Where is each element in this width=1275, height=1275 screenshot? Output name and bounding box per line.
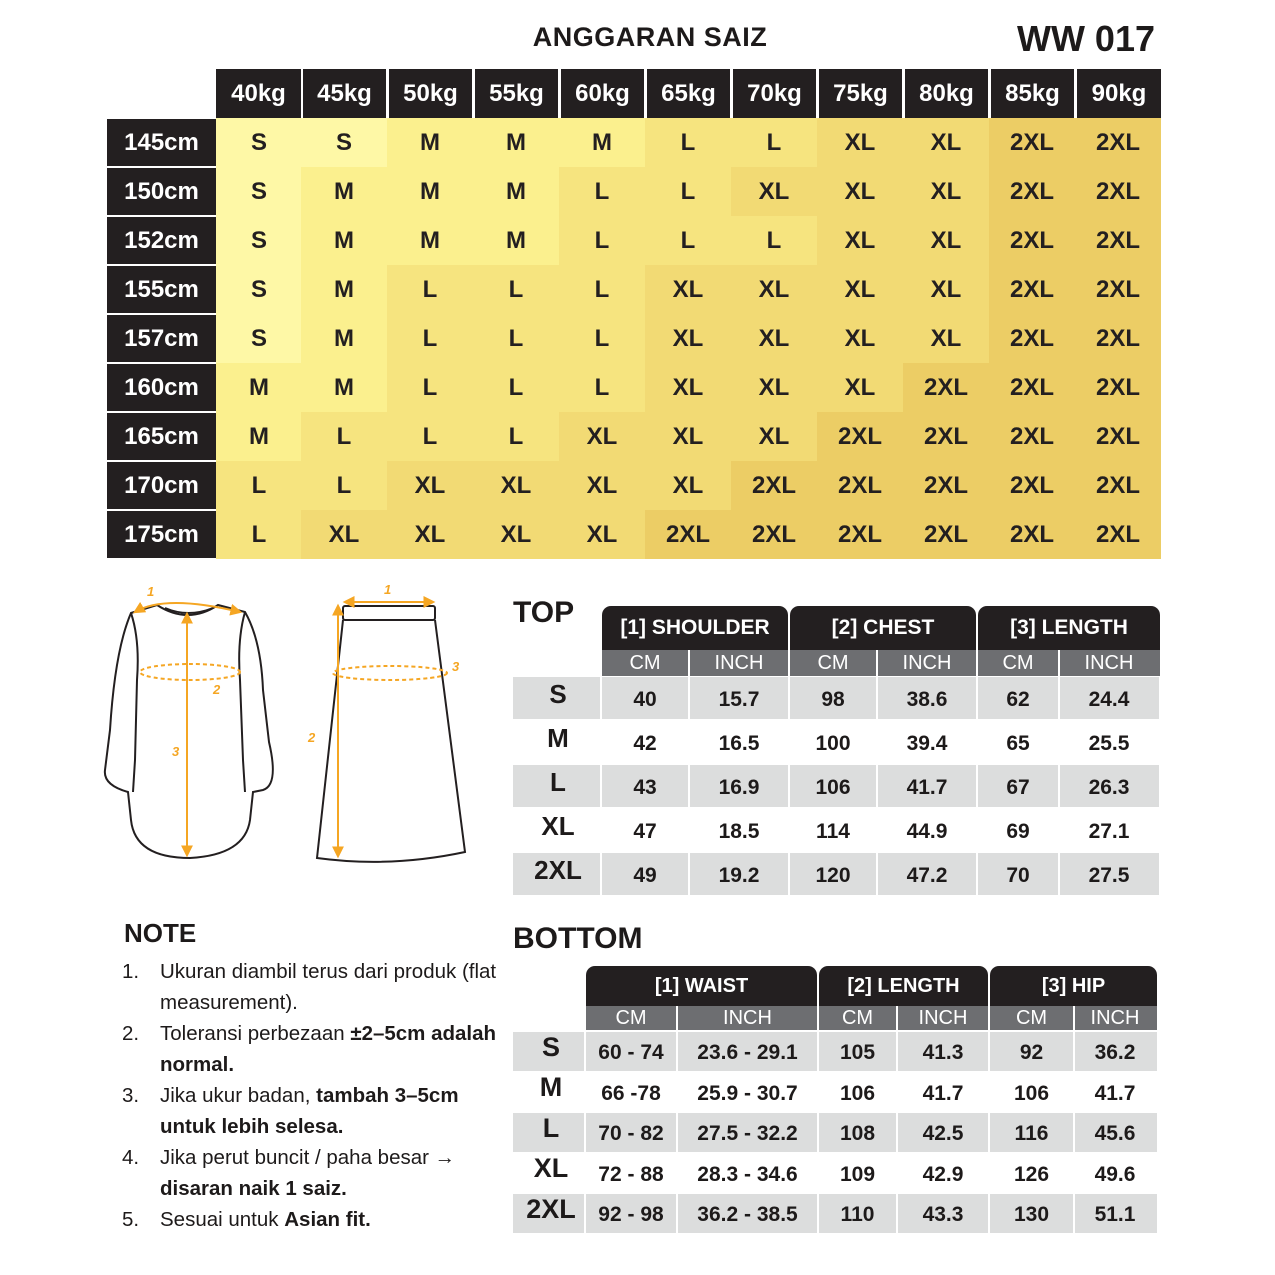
note-text: Ukuran diambil terus dari produk (flat measurement). — [160, 960, 497, 1014]
note-number: 5. — [122, 1208, 140, 1231]
unit-header: CM — [790, 650, 876, 676]
size-cell: M — [301, 314, 387, 363]
size-cell: L — [645, 167, 731, 216]
value-cell: 42.5 — [922, 1122, 964, 1146]
size-cell: XL — [817, 167, 903, 216]
unit-header: CM — [978, 650, 1058, 676]
size-cell: M — [473, 167, 559, 216]
size-cell: M — [387, 118, 473, 167]
value-cell: 38.6 — [906, 688, 948, 711]
size-cell: L — [216, 510, 302, 559]
size-cell: XL — [731, 412, 817, 461]
size-cell: 2XL — [1075, 510, 1161, 559]
size-label: L — [550, 766, 566, 797]
value-cell: 39.4 — [906, 732, 948, 755]
note-item — [122, 1142, 502, 1204]
bottom-label-2: 2 — [308, 730, 316, 745]
height-header: 152cm — [107, 217, 216, 264]
value-cell: 106 — [1013, 1081, 1050, 1105]
size-cell: XL — [473, 510, 559, 559]
top-label-2: 2 — [213, 682, 221, 697]
note-item — [122, 956, 502, 1018]
size-cell: M — [473, 216, 559, 265]
size-cell: XL — [301, 510, 387, 559]
column-divider — [817, 1006, 819, 1233]
size-label: XL — [533, 1153, 569, 1184]
size-cell: XL — [817, 216, 903, 265]
size-cell: L — [559, 216, 645, 265]
value-cell: 23.6 - 29.1 — [697, 1041, 798, 1065]
size-cell: 2XL — [1075, 363, 1161, 412]
size-cell: XL — [817, 363, 903, 412]
value-cell: 126 — [1013, 1162, 1050, 1186]
size-recommendation-grid — [107, 69, 1161, 563]
size-cell: XL — [903, 265, 989, 314]
column-divider — [876, 650, 878, 896]
value-cell: 62 — [1006, 688, 1030, 711]
note-number: 2. — [122, 1022, 140, 1045]
value-cell: 16.9 — [718, 776, 760, 799]
size-cell: 2XL — [731, 510, 817, 559]
value-cell: 106 — [815, 776, 851, 799]
column-divider — [976, 650, 978, 896]
height-header: 170cm — [107, 462, 216, 509]
size-cell: XL — [645, 363, 731, 412]
value-cell: 66 -78 — [601, 1081, 661, 1105]
size-cell: L — [301, 412, 387, 461]
size-cell: 2XL — [817, 510, 903, 559]
value-cell: 26.3 — [1088, 776, 1130, 799]
size-cell: L — [645, 216, 731, 265]
note-text: Sesuai untuk — [160, 1208, 285, 1231]
size-cell: XL — [387, 510, 473, 559]
height-header: 157cm — [107, 315, 216, 362]
size-label: M — [539, 1072, 563, 1103]
group-header: [2] CHEST — [790, 606, 976, 650]
note-text: Jika ukur badan, — [160, 1084, 317, 1107]
column-divider — [688, 650, 690, 896]
size-cell: XL — [903, 118, 989, 167]
size-cell: L — [559, 314, 645, 363]
size-cell: 2XL — [903, 412, 989, 461]
size-cell: S — [216, 118, 302, 167]
height-header: 165cm — [107, 413, 216, 460]
size-cell: M — [301, 265, 387, 314]
size-cell: XL — [645, 314, 731, 363]
value-cell: 45.6 — [1094, 1122, 1136, 1146]
size-cell: L — [473, 314, 559, 363]
size-cell: M — [301, 216, 387, 265]
value-cell: 41.7 — [906, 776, 948, 799]
value-cell: 27.5 - 32.2 — [697, 1122, 798, 1146]
value-cell: 70 — [1006, 864, 1030, 887]
size-cell: XL — [559, 461, 645, 510]
size-cell: XL — [903, 314, 989, 363]
value-cell: 36.2 - 38.5 — [697, 1203, 798, 1227]
size-cell: L — [216, 461, 302, 510]
size-cell: 2XL — [989, 265, 1075, 314]
unit-header: CM — [990, 1006, 1073, 1030]
size-cell: L — [387, 265, 473, 314]
weight-header: 75kg — [817, 69, 902, 118]
size-label: S — [541, 1031, 560, 1062]
size-cell: 2XL — [903, 363, 989, 412]
size-cell: M — [216, 363, 302, 412]
top-label-1: 1 — [147, 584, 155, 599]
size-cell: 2XL — [989, 216, 1075, 265]
size-cell: 2XL — [731, 461, 817, 510]
weight-header: 70kg — [731, 69, 816, 118]
size-cell: XL — [387, 461, 473, 510]
value-cell: 41.7 — [1094, 1081, 1136, 1105]
size-cell: S — [301, 118, 387, 167]
note-emphasis: tambah 3–5cm untuk lebih selesa. — [160, 1084, 459, 1138]
size-cell: S — [216, 265, 302, 314]
value-cell: 42 — [633, 732, 657, 755]
group-header: [1] WAIST — [586, 966, 817, 1006]
size-cell: L — [387, 314, 473, 363]
size-cell: S — [216, 167, 302, 216]
size-cell: XL — [817, 265, 903, 314]
value-cell: 27.1 — [1088, 820, 1130, 843]
value-cell: 36.2 — [1094, 1041, 1136, 1065]
size-cell: XL — [817, 118, 903, 167]
unit-header: INCH — [1058, 650, 1160, 676]
size-cell: S — [216, 314, 302, 363]
note-item — [122, 1204, 502, 1235]
size-label: 2XL — [534, 854, 582, 885]
height-header: 160cm — [107, 364, 216, 411]
value-cell: 42.9 — [922, 1162, 964, 1186]
column-divider — [788, 650, 790, 896]
value-cell: 106 — [839, 1081, 876, 1105]
size-cell: 2XL — [1075, 314, 1161, 363]
size-cell: XL — [903, 167, 989, 216]
value-cell: 49.6 — [1094, 1162, 1136, 1186]
size-cell: L — [387, 363, 473, 412]
measurement-diagram — [95, 580, 485, 870]
group-header: [1] SHOULDER — [602, 606, 788, 650]
top-label-3: 3 — [172, 744, 180, 759]
value-cell: 28.3 - 34.6 — [697, 1162, 798, 1186]
size-cell: 2XL — [1075, 118, 1161, 167]
unit-header: INCH — [688, 650, 790, 676]
note-text: Toleransi perbezaan — [160, 1022, 351, 1045]
size-cell: L — [559, 167, 645, 216]
value-cell: 60 - 74 — [598, 1041, 664, 1065]
value-cell: 41.3 — [922, 1041, 964, 1065]
size-cell: 2XL — [1075, 167, 1161, 216]
size-cell: XL — [473, 461, 559, 510]
unit-header: CM — [819, 1006, 896, 1030]
value-cell: 27.5 — [1088, 864, 1130, 887]
value-cell: 72 - 88 — [598, 1162, 664, 1186]
value-cell: 24.4 — [1088, 688, 1130, 711]
size-label: S — [549, 678, 567, 709]
size-cell: L — [473, 265, 559, 314]
height-header: 175cm — [107, 511, 216, 558]
unit-header: INCH — [1073, 1006, 1157, 1030]
value-cell: 105 — [839, 1041, 876, 1065]
height-header: 145cm — [107, 119, 216, 166]
note-emphasis: Asian fit. — [284, 1208, 371, 1231]
value-cell: 51.1 — [1094, 1203, 1136, 1227]
size-cell: M — [301, 167, 387, 216]
height-header: 150cm — [107, 168, 216, 215]
weight-header: 80kg — [903, 69, 988, 118]
value-cell: 70 - 82 — [598, 1122, 664, 1146]
size-cell: XL — [817, 314, 903, 363]
value-cell: 65 — [1006, 732, 1030, 755]
value-cell: 130 — [1013, 1203, 1050, 1227]
unit-header: INCH — [896, 1006, 990, 1030]
size-cell: S — [216, 216, 302, 265]
size-cell: L — [559, 265, 645, 314]
weight-header: 40kg — [216, 69, 301, 118]
size-cell: XL — [559, 412, 645, 461]
size-cell: 2XL — [989, 412, 1075, 461]
top-measurement-table — [513, 596, 1163, 898]
size-cell: L — [473, 412, 559, 461]
group-header: [3] HIP — [990, 966, 1157, 1006]
size-cell: L — [731, 118, 817, 167]
size-cell: XL — [731, 363, 817, 412]
weight-header: 60kg — [559, 69, 644, 118]
note-text: Jika perut buncit / paha besar → — [160, 1146, 456, 1169]
column-divider — [600, 650, 602, 896]
size-cell: XL — [645, 412, 731, 461]
value-cell: 25.9 - 30.7 — [697, 1081, 798, 1105]
size-cell: 2XL — [1075, 412, 1161, 461]
value-cell: 69 — [1006, 820, 1030, 843]
size-cell: XL — [903, 216, 989, 265]
weight-header: 90kg — [1075, 69, 1161, 118]
size-cell: M — [473, 118, 559, 167]
value-cell: 41.7 — [922, 1081, 964, 1105]
size-cell: 2XL — [1075, 461, 1161, 510]
value-cell: 25.5 — [1088, 732, 1130, 755]
size-cell: XL — [731, 314, 817, 363]
size-cell: M — [216, 412, 302, 461]
section-title: BOTTOM — [513, 922, 643, 955]
size-cell: 2XL — [817, 461, 903, 510]
size-cell: M — [301, 363, 387, 412]
note-emphasis: disaran naik 1 saiz. — [160, 1177, 347, 1200]
weight-header: 65kg — [645, 69, 730, 118]
column-divider — [896, 1006, 898, 1233]
note-emphasis: ±2–5cm adalah normal. — [160, 1022, 497, 1076]
bottom-garment-icon — [317, 606, 465, 862]
weight-header: 45kg — [301, 69, 386, 118]
bottom-label-1: 1 — [384, 582, 392, 597]
value-cell: 16.5 — [718, 732, 760, 755]
note-number: 4. — [122, 1146, 140, 1169]
size-cell: XL — [559, 510, 645, 559]
value-cell: 49 — [633, 864, 657, 887]
note-title: NOTE — [124, 918, 197, 948]
size-cell: M — [387, 167, 473, 216]
size-cell: XL — [731, 265, 817, 314]
size-cell: L — [731, 216, 817, 265]
size-cell: 2XL — [817, 412, 903, 461]
size-cell: 2XL — [645, 510, 731, 559]
section-title: TOP — [513, 596, 575, 629]
bottom-label-3: 3 — [452, 659, 460, 674]
size-cell: XL — [731, 167, 817, 216]
value-cell: 67 — [1006, 776, 1030, 799]
size-cell: 2XL — [903, 510, 989, 559]
size-cell: 2XL — [1075, 265, 1161, 314]
height-header: 155cm — [107, 266, 216, 313]
value-cell: 120 — [815, 864, 851, 887]
value-cell: 19.2 — [718, 864, 760, 887]
unit-header: INCH — [876, 650, 978, 676]
bottom-measure-arrows — [333, 602, 447, 856]
value-cell: 110 — [840, 1203, 875, 1227]
value-cell: 92 — [1019, 1041, 1044, 1065]
value-cell: 114 — [816, 820, 850, 843]
value-cell: 100 — [815, 732, 851, 755]
value-cell: 15.7 — [718, 688, 760, 711]
size-cell: 2XL — [989, 167, 1075, 216]
value-cell: 40 — [633, 688, 657, 711]
top-garment-icon — [105, 605, 273, 858]
size-cell: 2XL — [989, 118, 1075, 167]
value-cell: 109 — [839, 1162, 876, 1186]
size-cell: 2XL — [989, 510, 1075, 559]
unit-header: CM — [586, 1006, 676, 1030]
note-item — [122, 1018, 502, 1080]
size-cell: L — [387, 412, 473, 461]
chart-title: ANGGARAN SAIZ — [532, 22, 768, 52]
size-cell: XL — [645, 265, 731, 314]
size-cell: 2XL — [1075, 216, 1161, 265]
top-measure-arrows — [135, 603, 240, 855]
weight-header: 50kg — [387, 69, 472, 118]
value-cell: 43 — [633, 776, 657, 799]
bottom-measurement-table — [513, 922, 1163, 1237]
size-cell: L — [559, 363, 645, 412]
value-cell: 116 — [1014, 1122, 1049, 1146]
size-label: L — [542, 1112, 560, 1143]
size-cell: L — [473, 363, 559, 412]
size-cell: L — [301, 461, 387, 510]
column-divider — [1073, 1006, 1075, 1233]
size-cell: 2XL — [989, 363, 1075, 412]
value-cell: 47.2 — [906, 864, 948, 887]
size-cell: 2XL — [903, 461, 989, 510]
size-cell: XL — [645, 461, 731, 510]
group-header: [3] LENGTH — [978, 606, 1160, 650]
column-divider — [988, 1006, 990, 1233]
size-cell: M — [559, 118, 645, 167]
size-label: 2XL — [526, 1193, 576, 1224]
size-label: M — [547, 722, 569, 753]
column-divider — [676, 1006, 678, 1233]
note-number: 3. — [122, 1084, 140, 1107]
size-cell: M — [387, 216, 473, 265]
value-cell: 43.3 — [922, 1203, 964, 1227]
unit-header: CM — [602, 650, 688, 676]
column-divider — [1058, 650, 1060, 896]
size-cell: 2XL — [989, 314, 1075, 363]
value-cell: 98 — [821, 688, 845, 711]
value-cell: 44.9 — [906, 820, 948, 843]
value-cell: 108 — [839, 1122, 876, 1146]
note-number: 1. — [122, 960, 140, 983]
value-cell: 47 — [633, 820, 657, 843]
size-cell: 2XL — [989, 461, 1075, 510]
value-cell: 92 - 98 — [598, 1203, 664, 1227]
weight-header: 55kg — [473, 69, 558, 118]
size-label: XL — [541, 810, 575, 841]
size-cell: L — [645, 118, 731, 167]
group-header: [2] LENGTH — [819, 966, 988, 1006]
value-cell: 18.5 — [718, 820, 760, 843]
product-code: WW 017 — [1016, 18, 1155, 59]
column-divider — [584, 1006, 586, 1233]
note-list — [122, 956, 502, 1235]
weight-header: 85kg — [989, 69, 1074, 118]
unit-header: INCH — [676, 1006, 819, 1030]
note-item — [122, 1080, 502, 1142]
